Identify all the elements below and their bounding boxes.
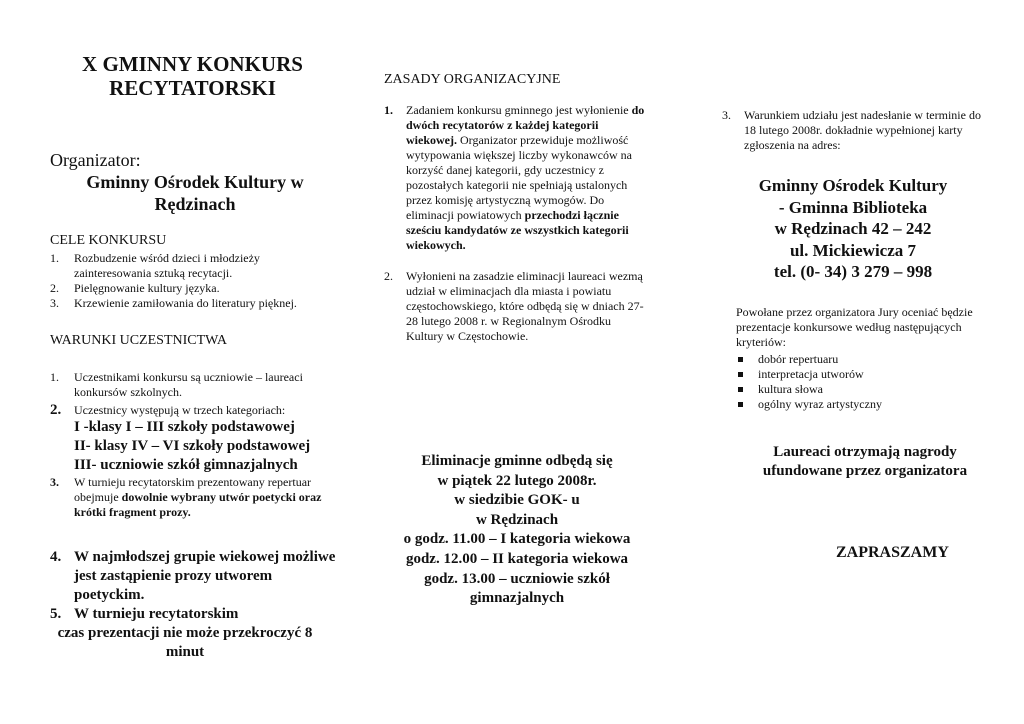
item-number: 3.: [722, 108, 731, 122]
item-text: Uczestnicy występują w trzech kategoriach:: [74, 403, 286, 417]
item-text: W turnieju recytatorskim prezentowany repertuar obejmuje: [74, 475, 312, 504]
goals-list: [50, 251, 340, 311]
item-text: Krzewienie zamiłowania do literatury pięknej.: [74, 296, 297, 310]
list-item: [50, 605, 345, 662]
elim-line: godz. 13.00 – uczniowie szkół gimnazjalnych: [424, 570, 610, 607]
list-item: [50, 251, 340, 281]
item-text: Pielęgnowanie kultury języka.: [74, 281, 220, 295]
criterion-item: [736, 367, 986, 382]
item-text-bold: dowolnie wybrany utwór poetycki oraz krótki fragment prozy.: [74, 490, 322, 519]
organizer-name: Gminny Ośrodek Kultury w Rędzinach: [86, 172, 304, 214]
item-number: 4.: [50, 549, 62, 565]
item-text: Zadaniem konkursu gminnego jest wyłonienie: [406, 103, 629, 117]
bullet-square-icon: [738, 402, 743, 407]
eliminations-info: [402, 452, 632, 609]
criterion-item: [736, 382, 986, 397]
phone-line: tel. (0- 34) 3 279 – 998: [773, 262, 933, 281]
bullet-square-icon: [738, 372, 743, 377]
item-number: 2.: [50, 281, 59, 295]
item-text-bold: do dwóch recytatorów z każdej kategorii wiekowej.: [406, 103, 645, 147]
criterion-text: ogólny wyraz artystyczny: [758, 397, 882, 411]
list-item: [50, 475, 345, 520]
criterion-item: [736, 397, 986, 412]
item-text: Warunkiem udziału jest nadesłanie w terminie do 18 lutego 2008r. dokładnie wypełnionej karty zgłoszenia na adres:: [744, 108, 981, 152]
rules-list: [384, 103, 646, 344]
item-text: Wyłonieni na zasadzie eliminacji laureaci wezmą udział w eliminacjach dla miasta i powiatu częstochowskiego, które odbędą się w dniach 27-28 lutego 2008 r. w Regionalnym Ośrodku Kultury w Częstochowie.: [406, 269, 644, 343]
list-item: [50, 370, 345, 400]
address-line: - Gminna Biblioteka: [778, 197, 928, 217]
category-1: I -klasy I – III szkoły podstawowej: [74, 419, 295, 435]
item-text: W najmłodszej grupie wiekowej możliwe jest zastąpienie prozy utworem poetyckim.: [74, 549, 336, 603]
item-number: 1.: [384, 103, 393, 117]
criteria-list: [736, 352, 986, 412]
elim-line: w Rędzinach: [475, 511, 559, 528]
bullet-square-icon: [738, 387, 743, 392]
list-item: [50, 281, 340, 296]
criterion-text: interpretacja utworów: [758, 367, 864, 381]
prize-info: Laureaci otrzymają nagrody ufundowane przez organizatora: [762, 444, 968, 479]
category-2: II- klasy IV – VI szkoły podstawowej: [74, 438, 311, 454]
criterion-text: dobór repertuaru: [758, 352, 839, 366]
item-text-centered: czas prezentacji nie może przekroczyć 8 minut: [57, 625, 313, 660]
item-number: 1.: [50, 370, 59, 384]
item-number: 5.: [50, 606, 62, 622]
conditions-heading: WARUNKI UCZESTNICTWA: [50, 333, 227, 348]
list-item: [50, 403, 345, 475]
jury-intro: Powołane przez organizatora Jury oceniać będzie prezentacje konkursowe według następujących kryteriów:: [736, 305, 973, 349]
jury-block: [736, 305, 986, 412]
elim-line: godz. 12.00 – II kategoria wiekowa: [405, 550, 629, 567]
invitation: ZAPRASZAMY: [836, 544, 949, 561]
criterion-text: kultura słowa: [758, 382, 823, 396]
elim-line: o godz. 11.00 – I kategoria wiekowa: [403, 531, 631, 548]
item-number: 3.: [50, 296, 59, 310]
list-item: [50, 548, 345, 605]
item-text: Uczestnikami konkursu są uczniowie – laureaci konkursów szkolnych.: [74, 370, 303, 399]
bullet-square-icon: [738, 357, 743, 362]
rules-heading: ZASADY ORGANIZACYJNE: [384, 72, 561, 87]
item-text-bold: przechodzi łącznie sześciu kandydatów ze wszystkich kategorii wiekowych.: [406, 208, 629, 252]
address-block: [722, 175, 984, 283]
submission-item: [722, 108, 984, 153]
goals-heading: CELE KONKURSU: [50, 233, 167, 248]
conditions-list-bold: [50, 548, 345, 662]
conditions-list: [50, 370, 345, 520]
organizer-label: Organizator:: [50, 150, 141, 170]
elim-line: w siedzibie GOK- u: [454, 492, 580, 509]
criterion-item: [736, 352, 986, 367]
address-line: ul. Mickiewicza 7: [789, 240, 917, 260]
elim-line: w piątek 22 lutego 2008r.: [437, 472, 597, 489]
item-text: W turnieju recytatorskim: [74, 606, 239, 622]
list-item: [50, 296, 340, 311]
item-text: Organizator przewiduje możliwość wytypowania większej liczby wykonawców na korzyść danej kategorii, gdy uczestnicy z pozostałych kategorii nie spełniają ustalonych przez komisję artystyczną wymogów. Do eliminacji powiatowych: [406, 133, 632, 222]
item-number: 1.: [50, 251, 59, 265]
elim-line: Eliminacje gminne odbędą się: [421, 453, 613, 469]
list-item: [384, 269, 646, 344]
address-line: Gminny Ośrodek Kultury: [758, 176, 948, 195]
item-text: Rozbudzenie wśród dzieci i młodzieży zainteresowania sztuką recytacji.: [74, 251, 260, 280]
item-number: 2.: [50, 402, 62, 418]
category-3: III- uczniowie szkół gimnazjalnych: [74, 457, 298, 473]
page-title: X GMINNY KONKURS RECYTATORSKI: [82, 52, 303, 100]
item-number: 2.: [384, 269, 393, 283]
address-line: w Rędzinach 42 – 242: [774, 219, 932, 238]
item-number: 3.: [50, 475, 59, 489]
list-item: [384, 103, 646, 253]
